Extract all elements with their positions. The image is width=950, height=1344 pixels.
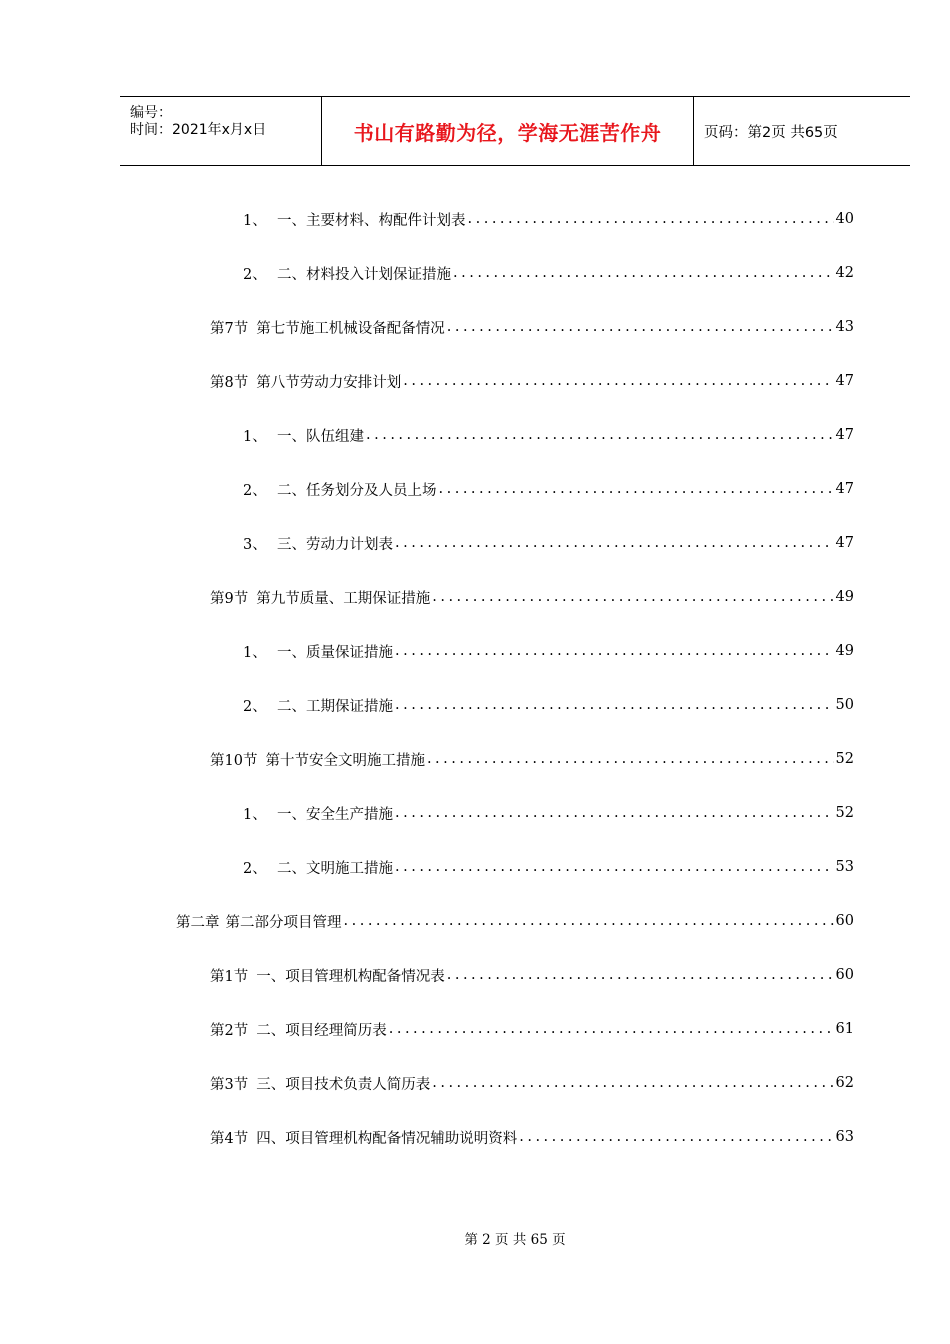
toc-entry[interactable] [210,747,854,771]
toc-entry-page: 40 [835,211,854,227]
toc-dot-leader [439,481,834,497]
toc-entry-number: 第10节 [210,752,258,769]
time-label: 时间：2021年x月x日 [130,122,267,138]
toc-entry[interactable] [243,477,854,501]
toc-entry-page: 60 [835,967,854,983]
toc-entry-title: 二、工期保证措施 [277,698,393,715]
toc-entry[interactable] [210,1017,854,1041]
toc-dot-leader [447,319,834,335]
toc-dot-leader [432,589,833,605]
toc-entry-title: 二、材料投入计划保证措施 [277,266,451,283]
toc-entry-page: 49 [835,589,854,605]
toc-entry-page: 47 [835,427,854,443]
toc-entry[interactable] [210,369,854,393]
header-page-cell [694,97,910,165]
toc-entry[interactable] [210,1071,854,1095]
toc-entry-page: 53 [835,859,854,875]
page-info: 页码：第2页 共65页 [704,124,838,141]
toc-entry-number: 2、 [243,266,267,283]
toc-dot-leader [427,751,834,767]
header-meta-cell [120,97,322,165]
toc-entry-page: 50 [835,697,854,713]
toc-entry-number: 第二章 [176,914,220,931]
toc-entry-number: 2、 [243,482,267,499]
toc-entry-title: 一、项目管理机构配备情况表 [256,968,445,985]
toc-entry-number: 第9节 [210,590,249,607]
toc-dot-leader [519,1129,833,1145]
toc-entry-number: 3、 [243,536,267,553]
toc-entry-title: 四、项目管理机构配备情况辅助说明资料 [256,1130,518,1147]
footer-page-number: 第 2 页 共 65 页 [464,1232,566,1248]
toc-entry[interactable] [210,315,854,339]
toc-entry-title: 三、劳动力计划表 [277,536,393,553]
toc-entry-title: 第十节安全文明施工措施 [265,752,425,769]
motto-text: 书山有路勤为径，学海无涯苦作舟 [353,120,662,145]
toc-entry[interactable] [243,855,854,879]
toc-entry-number: 第7节 [210,320,249,337]
toc-dot-leader [447,967,834,983]
toc-dot-leader [395,535,834,551]
toc-entry-page: 47 [835,481,854,497]
toc-dot-leader [432,1075,833,1091]
toc-entry[interactable] [243,531,854,555]
toc-dot-leader [395,859,834,875]
document-header [120,96,910,166]
toc-entry-page: 52 [835,805,854,821]
toc-entry-number: 1、 [243,212,267,229]
toc-entry-number: 第4节 [210,1130,249,1147]
toc-entry[interactable] [243,801,854,825]
toc-entry-title: 一、安全生产措施 [277,806,393,823]
toc-entry-page: 49 [835,643,854,659]
toc-entry-number: 1、 [243,644,267,661]
toc-entry-number: 第3节 [210,1076,249,1093]
toc-dot-leader [395,643,834,659]
toc-entry-page: 42 [835,265,854,281]
toc-entry-title: 二、文明施工措施 [277,860,393,877]
toc-entry-title: 第二部分项目管理 [225,914,342,931]
toc-entry-number: 第1节 [210,968,249,985]
toc-entry[interactable] [210,1125,854,1149]
toc-dot-leader [344,913,834,929]
toc-dot-leader [366,427,834,443]
toc-entry-page: 60 [835,913,854,929]
toc-entry[interactable] [243,693,854,717]
toc-entry[interactable] [243,207,854,231]
toc-entry-page: 47 [835,535,854,551]
toc-entry-title: 一、队伍组建 [277,428,364,445]
toc-entry-title: 一、质量保证措施 [277,644,393,661]
toc-entry-number: 1、 [243,806,267,823]
toc-entry-page: 63 [835,1129,854,1145]
toc-entry[interactable] [210,963,854,987]
toc-entry[interactable] [243,639,854,663]
toc-entry[interactable] [176,909,854,933]
toc-entry-number: 第8节 [210,374,249,391]
toc-dot-leader [389,1021,834,1037]
toc-entry-title: 第八节劳动力安排计划 [256,374,402,391]
toc-dot-leader [403,373,833,389]
toc-entry-number: 第2节 [210,1022,249,1039]
toc-entry[interactable] [210,585,854,609]
toc-dot-leader [395,697,834,713]
toc-entry-page: 61 [835,1021,854,1037]
toc-entry[interactable] [243,261,854,285]
toc-entry-page: 47 [835,373,854,389]
toc-entry-page: 52 [835,751,854,767]
toc-entry-title: 第九节质量、工期保证措施 [256,590,431,607]
toc-dot-leader [453,265,834,281]
toc-entry-number: 2、 [243,860,267,877]
toc-entry-title: 一、主要材料、构配件计划表 [277,212,466,229]
page-footer [0,1228,950,1248]
toc-dot-leader [468,211,834,227]
toc-entry-page: 62 [835,1075,854,1091]
toc-dot-leader [395,805,834,821]
toc-entry-title: 第七节施工机械设备配备情况 [256,320,445,337]
toc-entry-title: 三、项目技术负责人简历表 [256,1076,431,1093]
toc-entry-page: 43 [835,319,854,335]
number-label: 编号： [130,105,172,121]
toc-entry-number: 1、 [243,428,267,445]
header-motto-cell [322,97,694,165]
toc-entry-title: 二、任务划分及人员上场 [277,482,437,499]
toc-entry-number: 2、 [243,698,267,715]
toc-entry[interactable] [243,423,854,447]
toc-entry-title: 二、项目经理简历表 [256,1022,387,1039]
